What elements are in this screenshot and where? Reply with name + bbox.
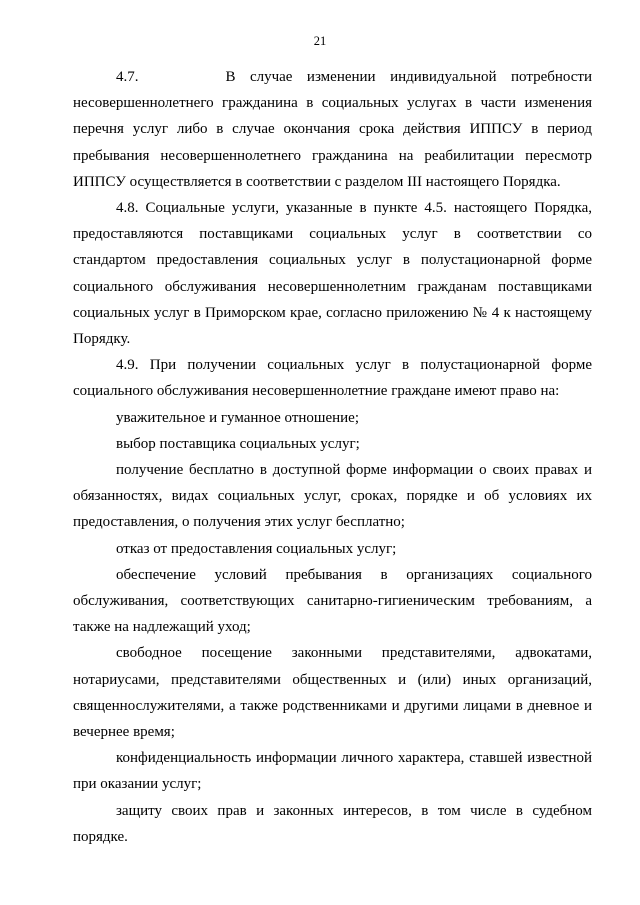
paragraph-4-9: 4.9. При получении социальных услуг в полустационарной форме социального обслуживания несовершеннолетние граждане имеют право на: <box>73 357 592 400</box>
paragraph-4-7: 4.7. В случае изменении индивидуальной потребности несовершеннолетнего гражданина в социальных услугах в части изменения перечня услуг либо в случае окончания срока действия ИППСУ в период пребывания несовершеннолетнего гражданина на реабилитации пересмотр ИППСУ осуществляется в соответствии с разделом III настоящего Порядка. <box>73 69 592 190</box>
list-item-confidentiality: конфиденциальность информации личного характера, ставшей известной при оказании услуг; <box>73 750 592 793</box>
list-item-legal-protection: защиту своих прав и законных интересов, в том числе в судебном порядке. <box>73 802 592 845</box>
paragraph-4-8: 4.8. Социальные услуги, указанные в пункте 4.5. настоящего Порядка, предоставляются поставщиками социальных услуг в соответствии со стандартом предоставления социальных услуг в полустационарной форме социального обслуживания несовершеннолетним гражданам поставщиками социальных услуг в Приморском крае, согласно приложению № 4 к настоящему Порядку. <box>73 200 592 348</box>
list-item-refusal: отказ от предоставления социальных услуг; <box>116 540 397 557</box>
list-item-visits: свободное посещение законными представителями, адвокатами, нотариусами, представителями общественных и (или) иных организаций, священнослужителями, а также родственниками и другими лицами в дневное и вечернее время; <box>73 645 592 741</box>
document-body <box>73 64 592 850</box>
list-item-respect: уважительное и гуманное отношение; <box>116 409 359 426</box>
list-item-provider-choice: выбор поставщика социальных услуг; <box>116 435 360 452</box>
list-item-information: получение бесплатно в доступной форме информации о своих правах и обязанностях, видах социальных услуг, сроках, порядке и об условиях их предоставления, о получения этих услуг бесплатно; <box>73 462 592 531</box>
page-number: 21 <box>313 34 327 48</box>
list-item-conditions: обеспечение условий пребывания в организациях социального обслуживания, соответствующих санитарно-гигиеническим требованиям, а также на надлежащий уход; <box>73 566 592 636</box>
